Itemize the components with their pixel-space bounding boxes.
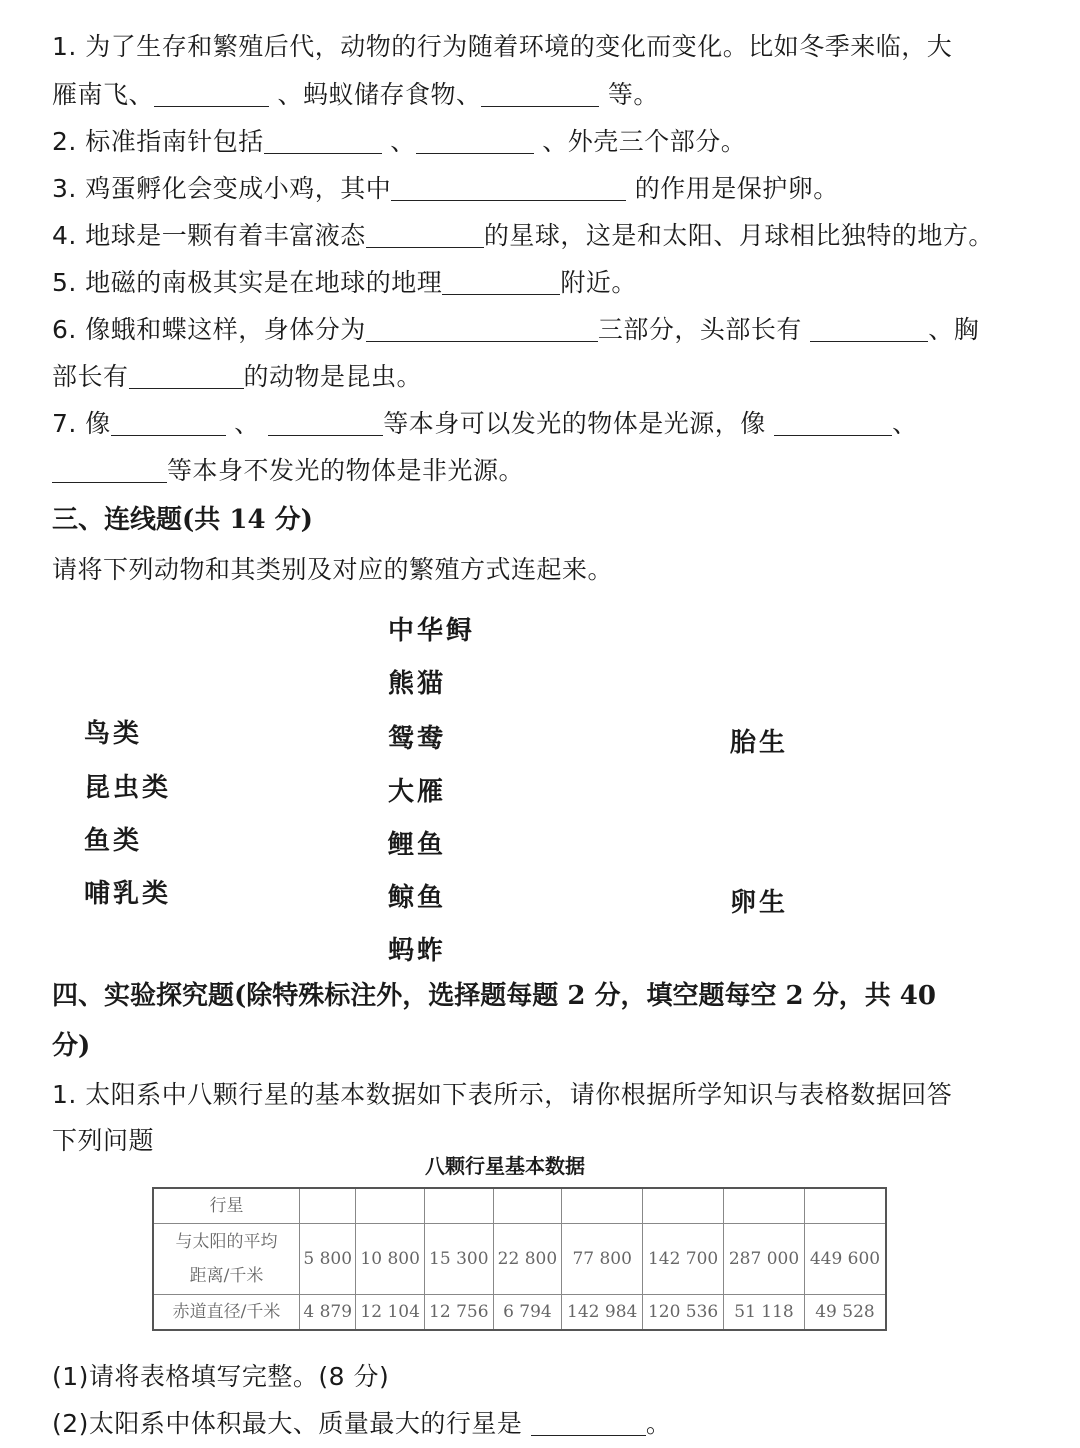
q1-line2 [52, 78, 659, 112]
q7-line1 [52, 407, 918, 441]
animal-item[interactable]: 大雁 [388, 777, 447, 807]
answer-blank[interactable] [366, 315, 598, 342]
q7-text-b: 、 [225, 409, 269, 438]
section4-q1-line2: 下列问题 [52, 1126, 155, 1155]
diameter-cell: 51 118 [724, 1295, 805, 1331]
sub2-text-b: 。 [645, 1409, 672, 1438]
row-label-planet: 行星 [153, 1188, 300, 1224]
answer-blank[interactable] [268, 409, 383, 436]
q2-line [52, 125, 746, 159]
reproduction-item[interactable]: 卵生 [730, 888, 789, 918]
table-title: 八颗行星基本数据 [425, 1154, 585, 1178]
q2-text-a: 2. 标准指南针包括 [52, 127, 264, 156]
section4-sub1: (1)请将表格填写完整。(8 分) [52, 1362, 390, 1391]
answer-blank[interactable] [264, 127, 382, 154]
distance-cell: 449 600 [804, 1224, 886, 1295]
q4-text-b: 的星球，这是和太阳、月球相比独特的地方。 [483, 221, 994, 250]
category-item[interactable]: 鸟类 [84, 719, 143, 749]
planet-name-blank[interactable] [724, 1188, 805, 1224]
q3-line [52, 172, 839, 206]
section4-sub2 [52, 1407, 671, 1441]
answer-blank[interactable] [810, 315, 928, 342]
answer-blank[interactable] [52, 456, 167, 483]
row-label-diameter: 赤道直径/千米 [153, 1295, 300, 1331]
section4-heading-line1: 四、实验探究题(除特殊标注外，选择题每题 2 分，填空题每空 2 分，共 40 [52, 981, 936, 1011]
planet-name-blank[interactable] [493, 1188, 562, 1224]
planet-name-blank[interactable] [643, 1188, 724, 1224]
q3-text-a: 3. 鸡蛋孵化会变成小鸡，其中 [52, 174, 392, 203]
row-label-distance-l2: 距离/千米 [189, 1266, 264, 1286]
answer-blank[interactable] [416, 127, 534, 154]
diameter-cell: 49 528 [804, 1295, 886, 1331]
planet-name-blank[interactable] [804, 1188, 886, 1224]
q5-text-a: 5. 地磁的南极其实是在地球的地理 [52, 268, 443, 297]
section4-q1-line1: 1. 太阳系中八颗行星的基本数据如下表所示，请你根据所学知识与表格数据回答 [52, 1080, 953, 1109]
section3-instruction: 请将下列动物和其类别及对应的繁殖方式连起来。 [52, 555, 614, 584]
distance-cell: 287 000 [724, 1224, 805, 1295]
category-item[interactable]: 昆虫类 [84, 773, 172, 803]
distance-cell: 5 800 [300, 1224, 356, 1295]
answer-blank[interactable] [111, 409, 226, 436]
animal-item[interactable]: 鲸鱼 [388, 883, 447, 913]
answer-blank[interactable] [366, 221, 484, 248]
q7-text-c: 等本身可以发光的物体是光源，像 [383, 409, 775, 438]
q1-text-b: 、蚂蚁储存食物、 [269, 80, 482, 109]
table-row [153, 1295, 886, 1331]
answer-blank[interactable] [531, 1409, 646, 1436]
q1-text-c: 等。 [599, 80, 659, 109]
answer-blank[interactable] [774, 409, 892, 436]
distance-cell: 22 800 [493, 1224, 562, 1295]
animal-item[interactable]: 熊猫 [388, 669, 447, 699]
diameter-cell: 142 984 [562, 1295, 643, 1331]
answer-blank[interactable] [481, 80, 599, 107]
table-row [153, 1224, 886, 1295]
planet-data-table [152, 1187, 887, 1331]
q1-text-a: 雁南飞、 [52, 80, 155, 109]
q5-line [52, 266, 637, 300]
animal-item[interactable]: 中华鲟 [388, 616, 476, 646]
animal-item[interactable]: 鸳鸯 [388, 724, 447, 754]
q1-line1: 1. 为了生存和繁殖后代，动物的行为随着环境的变化而变化。比如冬季来临，大 [52, 32, 953, 61]
q6-text-b: 三部分，头部长有 [597, 315, 811, 344]
q4-line [52, 219, 994, 253]
sub2-text-a: (2)太阳系中体积最大、质量最大的行星是 [52, 1409, 531, 1438]
q6-text-e: 的动物是昆虫。 [243, 362, 423, 391]
distance-cell: 77 800 [562, 1224, 643, 1295]
answer-blank[interactable] [129, 362, 244, 389]
diameter-cell: 120 536 [643, 1295, 724, 1331]
answer-blank[interactable] [442, 268, 560, 295]
planet-name-blank[interactable] [562, 1188, 643, 1224]
distance-cell: 142 700 [643, 1224, 724, 1295]
q7-text-a: 7. 像 [52, 409, 111, 438]
planet-name-blank[interactable] [356, 1188, 425, 1224]
section4-heading-line2: 分) [52, 1031, 91, 1061]
animal-item[interactable]: 鲤鱼 [388, 830, 447, 860]
row-label-distance-l1: 与太阳的平均 [175, 1232, 278, 1252]
diameter-cell: 6 794 [493, 1295, 562, 1331]
category-item[interactable]: 哺乳类 [84, 879, 172, 909]
q6-text-d: 部长有 [52, 362, 129, 391]
planet-name-blank[interactable] [300, 1188, 356, 1224]
distance-cell: 15 300 [424, 1224, 493, 1295]
category-item[interactable]: 鱼类 [84, 826, 143, 856]
section3-heading: 三、连线题(共 14 分) [52, 505, 313, 535]
planet-name-blank[interactable] [424, 1188, 493, 1224]
q7-text-d: 、 [892, 409, 918, 438]
q6-line2 [52, 360, 422, 394]
q4-text-a: 4. 地球是一颗有着丰富液态 [52, 221, 366, 250]
q6-text-a: 6. 像蛾和蝶这样，身体分为 [52, 315, 366, 344]
answer-blank[interactable] [391, 174, 626, 201]
diameter-cell: 12 756 [424, 1295, 493, 1331]
q6-text-c: 、胸 [928, 315, 980, 344]
q6-line1 [52, 313, 979, 347]
q7-line2 [52, 454, 524, 488]
row-label-distance [153, 1224, 300, 1295]
animal-item[interactable]: 蚂蚱 [388, 936, 447, 966]
q3-text-b: 的作用是保护卵。 [626, 174, 839, 203]
q2-text-c: 、外壳三个部分。 [533, 127, 747, 156]
diameter-cell: 12 104 [356, 1295, 425, 1331]
answer-blank[interactable] [154, 80, 269, 107]
q7-text-e: 等本身不发光的物体是非光源。 [167, 456, 525, 485]
distance-cell: 10 800 [356, 1224, 425, 1295]
q5-text-b: 附近。 [560, 268, 637, 297]
reproduction-item[interactable]: 胎生 [730, 728, 789, 758]
q2-text-b: 、 [381, 127, 416, 156]
table-row [153, 1188, 886, 1224]
diameter-cell: 4 879 [300, 1295, 356, 1331]
